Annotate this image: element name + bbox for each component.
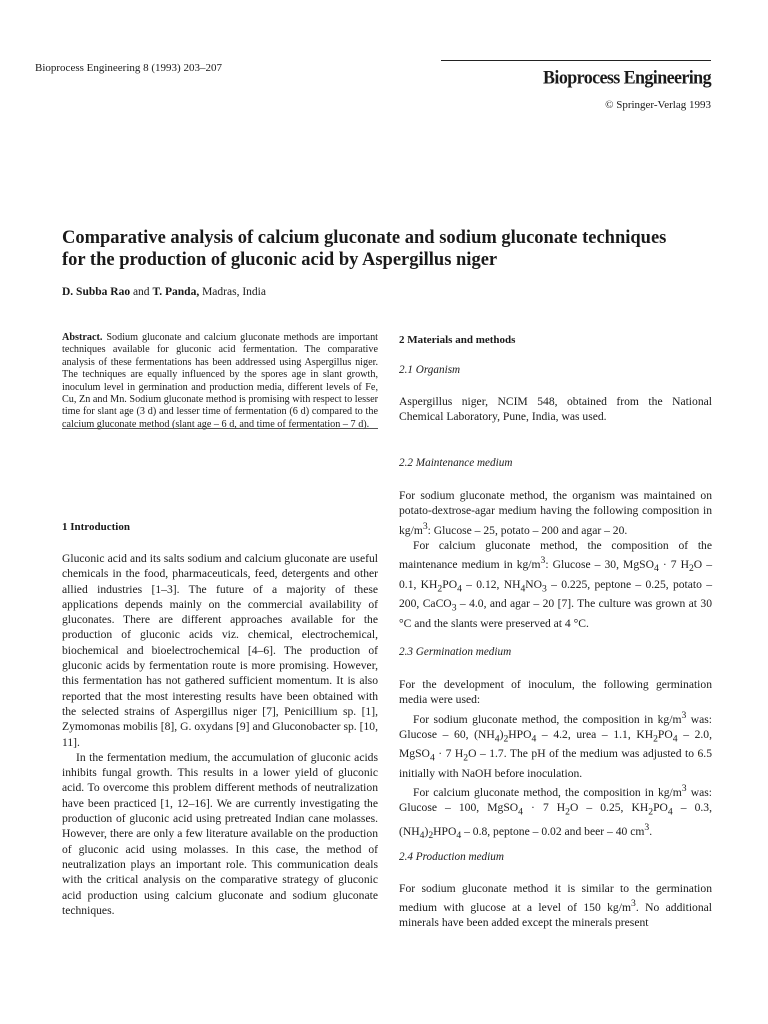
intro-paragraph-2: In the fermentation medium, the accumulation of gluconic acids inhibits fungal growth. This results in a lower yield of gluconic acid. To overcome this problem different methods of neutralization have been practiced [1, 12–16]. We are currently investigating the production of gluconic acid using pretreated Indian cane molasses. However, there are only a few literature available on the production of gluconic acid using molasses. In this case, the method of neutralization plays an important role. This communication deals with the critical analysis on the comparative strategy of gluconic acid production using calcium gluconate and sodium gluconate techniques. xyxy=(62,750,378,917)
organism-text: Aspergillus niger, NCIM 548, obtained from the National Chemical Laboratory, Pune, India, was used. xyxy=(399,395,712,424)
maintenance-paragraph-2: For calcium gluconate method, the composition of the maintenance medium in $kg/m^3$: Glucose – 30, MgSO$_4$ · 7 $H_2O - 0.1$, $KH_2PO_4 - 0.12$, $NH_4NO_3 - 0.225$, peptone – 0.25, potato – 200, CaCO$_3$ – 4.0, and agar – 20 [7]. The culture was grown at 30 °C and the slants were preserved at 4 °C. xyxy=(399,538,713,630)
journal-name: Bioprocess Engineering xyxy=(543,66,711,88)
authors xyxy=(62,286,266,298)
methods-heading: 2 Materials and methods xyxy=(399,334,516,346)
maintenance-heading: 2.2 Maintenance medium xyxy=(399,457,513,469)
germination-paragraph-2: For sodium gluconate method, the composition in $kg/m^3$ was: Glucose – 60, $(NH_4)_2HPO_4 - 4.2$, urea – 1.1, $KH_2PO_4 - 2.0$, MgSO$_4$ · 7 $H_2O - 1.7$. The pH of the medium was adjusted to 6.5 initially with NaOH before inoculation. xyxy=(399,709,712,780)
abstract-label: Abstract. xyxy=(62,332,103,343)
abstract xyxy=(62,332,378,431)
maintenance-body xyxy=(399,488,712,631)
abstract-rule xyxy=(62,428,378,429)
paper-title xyxy=(62,227,722,271)
title-line-1: Comparative analysis of calcium gluconate and sodium gluconate techniques xyxy=(62,228,667,248)
production-paragraph-1: For sodium gluconate method it is similar to the germination medium with glucose at a level of 150 $kg/m^3$. No additional minerals have been added except the minerals present xyxy=(399,882,713,930)
authors-and: and xyxy=(130,286,153,298)
production-body xyxy=(399,881,712,931)
maintenance-paragraph-1: For sodium gluconate method, the organism was maintained on potato-dextrose-agar medium having the following composition in $kg/m^3$: Glucose – 25, potato – 200 and agar – 20. xyxy=(399,489,712,537)
header-rule xyxy=(441,60,711,61)
title-line-2: for the production of gluconic acid by Aspergillus niger xyxy=(62,250,498,270)
abstract-text: Sodium gluconate and calcium gluconate methods are important techniques available for gluconic acid fermentation. The comparative analysis of these fermentations has been addressed using Aspergillus niger. The techniques are equally influenced by the spores age in slant growth, inoculum level in germination and production media, different levels of Fe, Cu, Zn and Mn. Sodium gluconate method is promising with respect to lesser time for slant age (3 d) and lesser time of fermentation (6 d) compared to the calcium gluconate method (slant age – 6 d, and time of fermentation – 7 d). xyxy=(62,332,378,430)
production-heading: 2.4 Production medium xyxy=(399,851,504,863)
intro-body xyxy=(62,551,378,918)
intro-heading: 1 Introduction xyxy=(62,521,130,533)
germination-heading: 2.3 Germination medium xyxy=(399,646,512,658)
affiliation: Madras, India xyxy=(199,286,266,298)
journal-reference: Bioprocess Engineering 8 (1993) 203–207 xyxy=(35,62,222,74)
author-1: D. Subba Rao xyxy=(62,286,131,298)
organism-heading: 2.1 Organism xyxy=(399,364,461,376)
author-2: T. Panda, xyxy=(152,286,200,298)
germination-body xyxy=(399,677,712,844)
germination-paragraph-1: For the development of inoculum, the following germination media were used: xyxy=(399,678,712,707)
intro-paragraph-1: Gluconic acid and its salts sodium and calcium gluconate are useful chemicals in the food, pharmaceuticals, feed, detergents and other allied industries [1–3]. The future of a majority of these applications depends mainly on the commercial availability of gluconates. There are different approaches available for the production of gluconic acids viz. chemical, electrochemical, biochemical and bioelectrochemical [4–6]. The production of gluconic acids by fermentation route is more promising. However, this fermentation has not gathered sufficient momentum. It is also reported that the most interesting results have been obtained with the selected strains of Aspergillus niger [7], Penicillium sp. [1], Zymomonas mobilis [8], G. oxydans [9] and Gluconobacter sp. [10, 11]. xyxy=(62,552,378,749)
germination-paragraph-3: For calcium gluconate method, the composition in $kg/m^3$ was: Glucose – 100, MgSO$_4$ · 7 $H_2O - 0.25$, $KH_2PO_4 - 0.3$, $(NH_4)_2HPO_4 - 0.8$, peptone – 0.02 and beer – 40 $cm^3$. xyxy=(399,783,713,842)
organism-body xyxy=(399,394,712,425)
copyright-notice: © Springer-Verlag 1993 xyxy=(605,99,711,111)
